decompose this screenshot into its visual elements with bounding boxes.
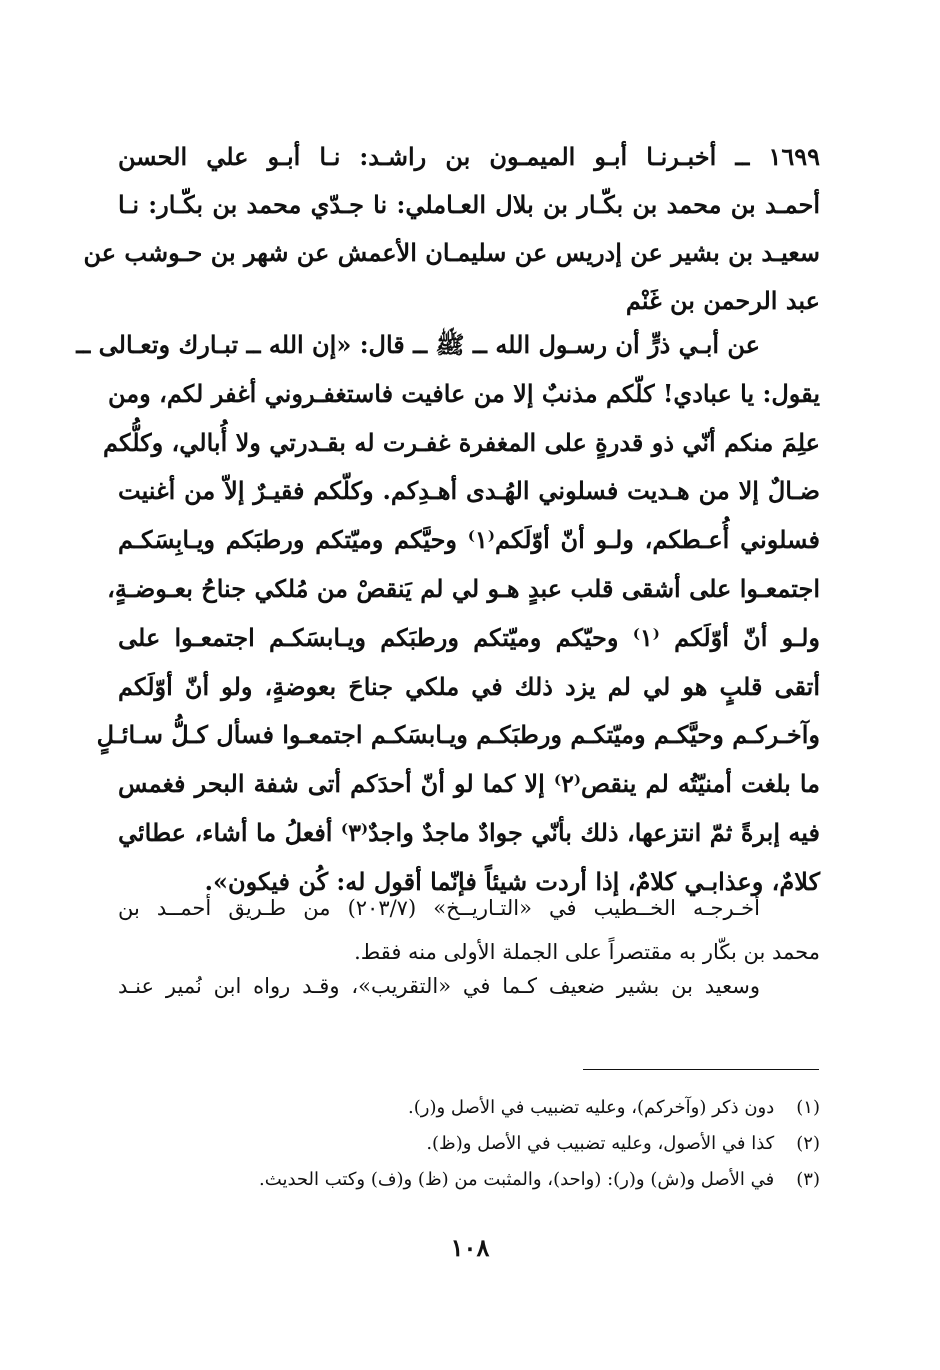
footnote-text: دون ذكر (وآخركم)، وعليه تضبيب في الأصل و(ر). xyxy=(408,1097,775,1118)
footnote-text: في الأصل و(ش) و(ر): (واحد)، والمثبت من (ظ) و(ف) وكتب الحديث. xyxy=(259,1169,775,1190)
text-line: فيه إبرةً ثمّ انتزعها، ذلك بأنّي جوادٌ ماجدٌ واجدٌ⁽٣⁾ أفعلُ ما أشاء، عطائي xyxy=(118,817,820,847)
text-line: أحمـد بن محمد بن بكّـار بن بلال العـاملي: نا جـدّي محمد بن بكّـار: نـا xyxy=(118,190,820,219)
text-line: أخـرجـه الخــطيب في «التـاريــخ» (٢٠٣/٧) من طـريق أحمــد بن xyxy=(118,896,760,920)
text-line: كلامٌ، وعذابـي كلامٌ، إذا أردت شيئاً فإنّما أقول له: كُن فيكون». xyxy=(204,866,820,896)
footnote-text: كذا في الأصول، وعليه تضبيب في الأصل و(ظ). xyxy=(426,1133,775,1154)
text-line: يقول: يا عبادي! كلّكم مذنبٌ إلا من عافيت فاستغفـروني أغفر لكم، ومن xyxy=(108,378,820,408)
text-line: فسلوني أُعـطكم، ولـو أنّ أوّلَكم⁽١⁾ وحيَّكم وميّتكم ورطبَكم ويـابِسَكـم xyxy=(118,525,820,555)
text-line: علِمَ منكم أنّي ذو قدرةٍ على المغفرة غفـرت له بقـدرتي ولا أُبالي، وكلُّكم xyxy=(103,427,820,457)
footnote xyxy=(160,1126,820,1162)
takhrij-paragraph xyxy=(118,886,820,974)
footnote-separator xyxy=(583,1069,819,1070)
text-line: اجتمعـوا على أشقى قلب عبدٍ هـو لي لم يَنقصْ من مُلكي جناحُ بعـوضـةٍ، xyxy=(107,573,820,603)
footnote-mark: (١) xyxy=(796,1097,820,1118)
footnote xyxy=(160,1090,820,1126)
text-line: محمد بن بكّار به مقتصراً على الجملة الأولى منه فقط. xyxy=(354,940,820,964)
text-line: وسعيد بن بشير ضعيف كـما في «التقريب»، وقـد رواه ابن نُمير عنـد xyxy=(118,974,760,998)
text-line: سعيـد بن بشير عن إدريس عن سليمـان الأعمش عن شهر بن حـوشب عن xyxy=(83,238,820,267)
takhrij-paragraph-2 xyxy=(118,964,820,1008)
footnotes xyxy=(160,1090,820,1198)
text-line: أتقى قلبٍ هو لي لم يزد ذلك في ملكي جناحَ بعوضةٍ، ولو أنّ أوّلَكم xyxy=(118,671,821,701)
text-line: وآخـركـم وحيَّكـم وميّتكـم ورطبَكـم ويـابسَكـم اجتمعـوا فسأل كـلُّ سـائـلٍ xyxy=(96,720,820,750)
page-number: ١٠٨ xyxy=(450,1233,490,1262)
hadith-matn xyxy=(76,321,821,907)
text-line: ولـو أنّ أوّلَكم ⁽١⁾ وحيّكم وميّتكم ورطبَكم ويـابسَكـم اجتمعـوا على xyxy=(118,622,821,652)
footnote-mark: (٢) xyxy=(796,1133,820,1154)
hadith-isnad xyxy=(83,133,820,325)
footnote xyxy=(160,1162,820,1198)
text-line: ضـالٌ إلا من هـديت فسلوني الهُـدى أهـدِكم. وكلّكم فقيـرٌ إلاّ من أغنيت xyxy=(118,476,820,506)
text-line: ١٦٩٩ ــ أخبـرنـا أبـو الميمـون بن راشـد: نـا أبـو علي الحسن xyxy=(118,142,820,171)
text-line: عن أبـي ذرٍّ أن رسـول الله ــ ﷺ ــ قال: «إن الله ــ تبـارك وتعـالى ــ xyxy=(76,330,760,359)
text-line: عبد الرحمن بن غَنْم xyxy=(625,286,820,315)
footnote-mark: (٣) xyxy=(796,1169,820,1190)
text-line: ما بلغت أمنيّتُه لم ينقص⁽٢⁾ إلا كما لو أنّ أحدَكم أتى شفة البحر فغمس xyxy=(118,769,820,799)
